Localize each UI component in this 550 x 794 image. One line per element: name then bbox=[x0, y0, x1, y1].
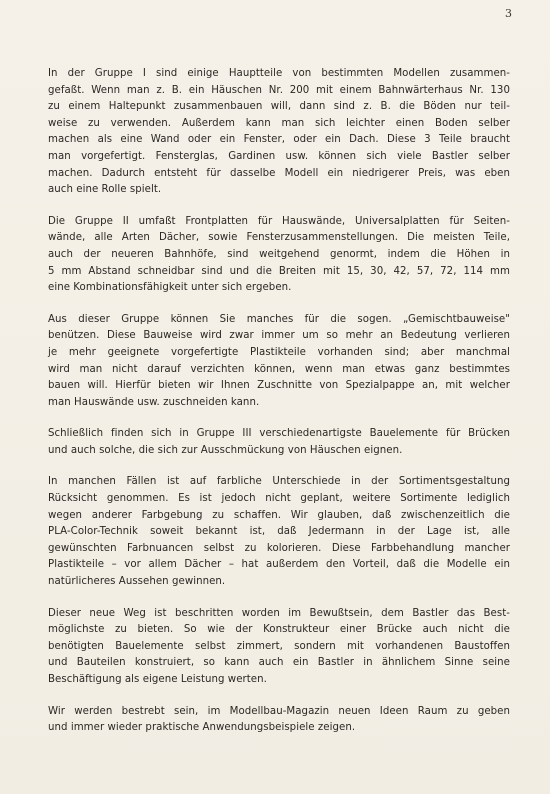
paragraph-line: wegen anderer Farbgebung zu schaffen. Wir glauben, daß zwischenzeitlich die bbox=[48, 509, 510, 521]
paragraph-line: Beschäftigung als eigene Leistung werten. bbox=[48, 674, 267, 685]
paragraph-5 bbox=[48, 474, 510, 590]
paragraph-line: Die Gruppe II umfaßt Frontplatten für Hauswände, Universalplatten für Seiten- bbox=[48, 215, 510, 227]
paragraph-line: und Bauteilen konstruiert, so kann auch ein Bastler in ähnlichem Sinne seine bbox=[48, 657, 510, 669]
paragraph-line: Schließlich finden sich in Gruppe III verschiedenartigste Bauelemente für Brücken bbox=[48, 428, 510, 440]
paragraph-line: gewünschten Farbnuancen selbst zu kolorieren. Diese Farbbehandlung mancher bbox=[48, 542, 510, 554]
paragraph-line: In manchen Fällen ist auf farbliche Unterschiede in der Sortimentsgestaltung bbox=[48, 476, 510, 488]
paragraph-line: bauen will. Hierfür bieten wir Ihnen Zuschnitte von Spezialpappe an, mit welcher bbox=[48, 380, 510, 392]
paragraph-line: Dieser neue Weg ist beschritten worden im Bewußtsein, dem Bastler das Best- bbox=[48, 607, 510, 619]
paragraph-line: weise zu verwenden. Außerdem kann man sich leichter einen Boden selber bbox=[48, 117, 510, 129]
paragraph-line: Rücksicht genommen. Es ist jedoch nicht geplant, weitere Sortimente lediglich bbox=[48, 493, 510, 505]
paragraph-4 bbox=[48, 426, 510, 459]
paragraph-line: Wir werden bestrebt sein, im Modellbau-Magazin neuen Ideen Raum zu geben bbox=[48, 705, 510, 717]
paragraph-line: In der Gruppe I sind einige Hauptteile von bestimmten Modellen zusammen- bbox=[48, 68, 510, 79]
paragraph-line: wird man nicht darauf verzichten können, wenn man etwas ganz bestimmtes bbox=[48, 363, 510, 375]
paragraph-line: 5 mm Abstand schneidbar sind und die Breiten mit 15, 30, 42, 57, 72, 114 mm bbox=[48, 265, 510, 277]
paragraph-1 bbox=[48, 66, 510, 199]
paragraph-line: gefaßt. Wenn man z. B. ein Häuschen Nr. 200 mit einem Bahnwärterhaus Nr. 130 bbox=[48, 84, 510, 96]
text-body bbox=[48, 66, 510, 752]
paragraph-2 bbox=[48, 214, 510, 297]
paragraph-line: machen als eine Wand oder ein Fenster, oder ein Dach. Diese 3 Teile braucht bbox=[48, 134, 510, 146]
paragraph-line: benützen. Diese Bauweise wird zwar immer um so mehr an Bedeutung verlieren bbox=[48, 330, 510, 342]
paragraph-line: man vorgefertigt. Fensterglas, Gardinen usw. können sich viele Bastler selber bbox=[48, 150, 510, 162]
paragraph-7 bbox=[48, 704, 510, 737]
paragraph-line: Aus dieser Gruppe können Sie manches für die sogen. „Gemischtbauweise" bbox=[48, 313, 510, 325]
paragraph-line: man Hauswände usw. zuschneiden kann. bbox=[48, 396, 260, 408]
paragraph-line: Plastikteile – vor allem Dächer – hat außerdem den Vorteil, daß die Modelle ein bbox=[48, 559, 510, 571]
paragraph-line: auch eine Rolle spielt. bbox=[48, 184, 162, 196]
paragraph-line: und auch solche, die sich zur Ausschmückung von Häuschen eignen. bbox=[48, 444, 403, 456]
paragraph-line: wände, alle Arten Dächer, sowie Fensterzusammenstellungen. Die meisten Teile, bbox=[48, 232, 510, 244]
paragraph-line: auch der neueren Bahnhöfe, sind weitgehend genormt, indem die Höhen in bbox=[48, 248, 510, 260]
paragraph-line: möglichste zu bieten. So wie der Konstrukteur einer Brücke auch nicht die bbox=[48, 624, 510, 636]
paragraph-line: machen. Dadurch entsteht für dasselbe Modell ein niedrigerer Preis, was eben bbox=[48, 167, 510, 179]
paragraph-6 bbox=[48, 606, 510, 689]
paragraph-line: zu einem Haltepunkt zusammenbauen will, dann sind z. B. die Böden nur teil- bbox=[48, 101, 510, 113]
paragraph-line: benötigten Bauelemente selbst zimmert, sondern mit vorhandenen Baustoffen bbox=[48, 640, 510, 652]
paragraph-line: und immer wieder praktische Anwendungsbeispiele zeigen. bbox=[48, 722, 356, 734]
paragraph-line: je mehr geeignete vorgefertigte Plastikteile vorhanden sind; aber manchmal bbox=[48, 346, 510, 358]
paragraph-line: natürlicheres Aussehen gewinnen. bbox=[48, 576, 226, 588]
paragraph-3 bbox=[48, 312, 510, 412]
page-number: 3 bbox=[505, 7, 512, 20]
paragraph-line: eine Kombinationsfähigkeit unter sich ergeben. bbox=[48, 282, 292, 294]
paragraph-line: PLA-Color-Technik soweit bekannt ist, daß Jedermann in der Lage ist, alle bbox=[48, 526, 510, 538]
